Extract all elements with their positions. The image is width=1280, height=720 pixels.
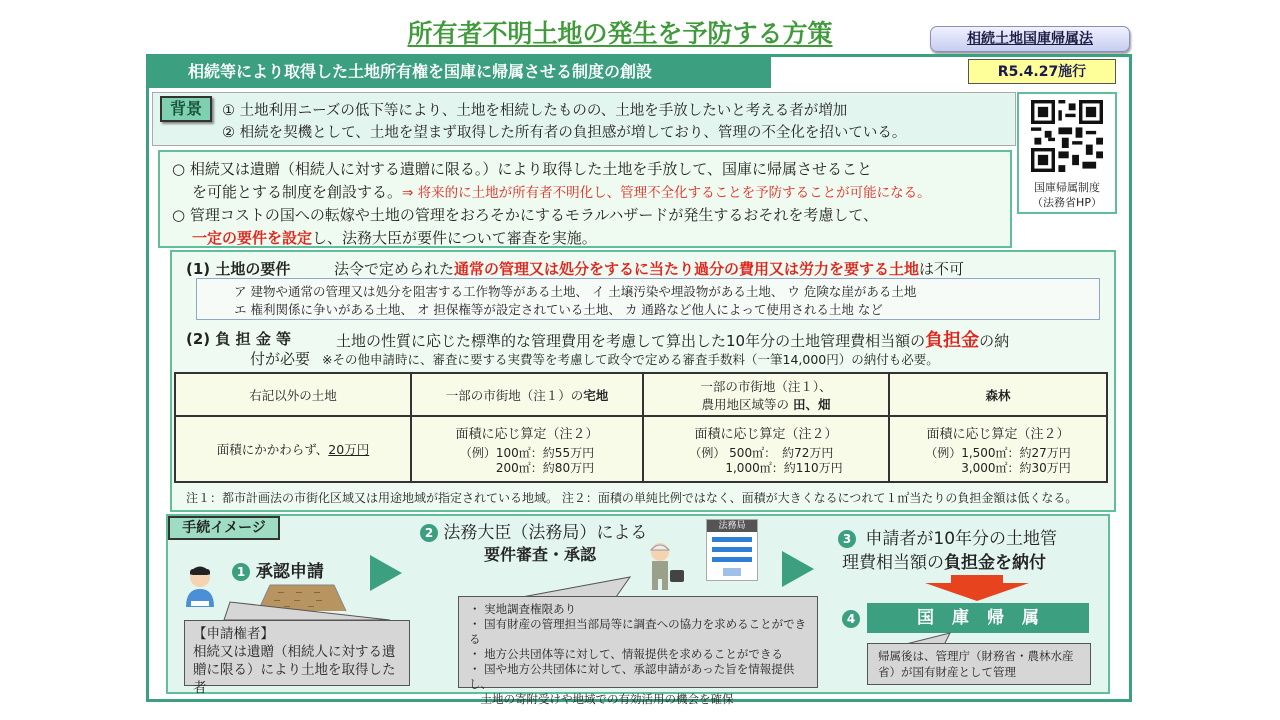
- land-req-prefix: 法令で定められた: [334, 260, 455, 278]
- step-1-label: 承認申請: [255, 562, 324, 582]
- flow-arrow-1-icon: [370, 555, 402, 591]
- review-point: ・ 地方公共団体等に対して、情報提供を求めることができる: [469, 647, 783, 661]
- state-ownership-bar: 国庫帰属: [867, 603, 1089, 633]
- step-1-number-icon: 1: [232, 563, 250, 581]
- applicant-line-2: 贈に限る）により土地を取得した者: [193, 662, 396, 696]
- header-text: 右記以外の土地: [249, 387, 337, 403]
- fee-table-row: [175, 416, 1107, 482]
- overview-line-2: [192, 181, 931, 202]
- background-tag: 背景: [160, 96, 212, 122]
- cell-example: 1,000㎡：約110万円: [689, 460, 843, 475]
- fee-line2-note: ※その他申請時に、審査に要する実費等を考慮して政令で定める審査手数料（一筆14,000円）の納付も必要。: [322, 352, 939, 367]
- header-text: 一部の市街地（注１）の: [445, 387, 584, 403]
- fee-table: [174, 372, 1108, 483]
- after-return-line-1: 帰属後は、管理庁（財務省・農林水産: [878, 649, 1074, 663]
- review-point: ・ 実地調査権限あり: [469, 602, 577, 616]
- step-3-line-1: 申請者が10年分の土地管: [865, 529, 1058, 549]
- step-3-line-2: [842, 548, 1046, 573]
- applicant-callout: [184, 620, 410, 696]
- qr-label-line-1: 国庫帰属制度: [1034, 181, 1100, 194]
- step-2-heading: [420, 518, 647, 543]
- background-line-1: ① 土地利用ニーズの低下等により、土地を相続したものの、土地を手放したいと考える者が増加: [222, 103, 848, 119]
- official-person-icon: [640, 540, 690, 592]
- header-text: 一部の市街地（注１）、: [700, 378, 832, 394]
- fee-heading: (2) 負 担 金 等: [186, 330, 292, 348]
- subtitle-bar: 相続等により取得した土地所有権を国庫に帰属させる制度の創設: [148, 56, 771, 88]
- review-point: 土地の寄附受けや地域での有効活用の機会を確保: [469, 692, 734, 706]
- fee-table-header: [175, 373, 411, 416]
- qr-label: [1020, 180, 1114, 210]
- overview-line-2-text: を可能とする制度を創設する。: [192, 183, 403, 201]
- cell-example: 3,000㎡：約30万円: [925, 460, 1071, 475]
- review-point: ・ 国有財産の管理担当部局等に調査への協力を求めることができる: [469, 617, 807, 646]
- applicant-person-icon: [183, 565, 217, 609]
- step-3-line-2-text: 理費相当額の: [842, 553, 944, 573]
- land-requirements-text: [334, 258, 964, 279]
- fee-text-suffix: の納: [979, 332, 1010, 350]
- step-2-line-1: 法務大臣（法務局）による: [443, 523, 648, 543]
- legal-affairs-bureau-building-icon: [706, 519, 758, 581]
- fee-table-cell: [411, 416, 643, 482]
- background-line-2: ② 相続を契機として、土地を望まず取得した所有者の負担感が増しており、管理の不全化を招いている。: [222, 125, 907, 141]
- overview-line-4-emphasis: 一定の要件を設定: [192, 229, 313, 247]
- overview-line-4-text: し、法務大臣が要件について審査を実施。: [312, 229, 597, 247]
- cell-text: 面積に応じ算定（注２）: [694, 426, 838, 442]
- fee-table-cell: [643, 416, 889, 482]
- step-4-number: [842, 608, 860, 628]
- review-points-callout: [458, 596, 818, 706]
- fee-table-cell: [175, 416, 411, 482]
- cell-example: （例）1,500㎡：約27万円: [925, 445, 1071, 460]
- step-3-number-icon: 3: [838, 530, 856, 548]
- fee-text-emphasis: 負担金: [925, 330, 980, 351]
- step-3-line-2-bold: 負担金を納付: [944, 553, 1046, 573]
- overview-line-1: ○ 相続又は遺贈（相続人に対する遺贈に限る。）により取得した土地を手放して、国庫に帰属させること: [172, 160, 873, 178]
- applicant-callout-pointer: [220, 600, 420, 622]
- fee-text-prefix: 土地の性質に応じた標準的な管理費用を考慮して算出した10年分の土地管理費相当額の: [336, 332, 926, 350]
- down-arrow-icon: [925, 575, 1029, 601]
- fee-line2-main: 付が必要: [250, 350, 311, 368]
- fee-table-header: [411, 373, 643, 416]
- land-req-emphasis: 通常の管理又は処分をするに当たり過分の費用又は労力を要する土地: [454, 260, 920, 278]
- header-bold: 田、畑: [792, 396, 831, 412]
- cell-example: （例）100㎡：約55万円: [459, 445, 595, 460]
- fee-table-header: [889, 373, 1107, 416]
- cell-example: 200㎡：約80万円: [459, 460, 595, 475]
- flow-arrow-2-icon: [782, 551, 814, 587]
- review-point: ・ 国や地方公共団体に対して、承認申請があった旨を情報提供し、: [469, 662, 795, 691]
- fee-table-header: [643, 373, 889, 416]
- overview-line-4: [192, 227, 597, 248]
- applicant-line-1: 相続又は遺贈（相続人に対する遺: [193, 644, 396, 660]
- step-2-line-2: 要件審査・承認: [484, 545, 597, 564]
- step-4-number-icon: 4: [842, 610, 860, 628]
- step-3-heading: [838, 524, 1057, 549]
- qr-label-line-2: （法務省HP）: [1032, 196, 1102, 209]
- fee-table-header-row: [175, 373, 1107, 416]
- land-example-line-2: エ 権利関係に争いがある土地、 オ 担保権等が設定されている土地、 カ 通路など他人によって使用される土地 など: [234, 302, 883, 317]
- header-bold: 宅地: [583, 387, 609, 403]
- page-title: 所有者不明土地の発生を予防する方策: [407, 19, 833, 48]
- applicant-title: 【申請権者】: [193, 626, 274, 642]
- after-return-callout: [867, 643, 1091, 685]
- cell-text: 面積にかかわらず、: [216, 442, 329, 457]
- qr-code-icon[interactable]: [1031, 100, 1103, 172]
- overview-line-3: ○ 管理コストの国への転嫁や土地の管理をおろそかにするモラルハザードが発生するおそれを考慮して、: [172, 206, 879, 224]
- after-return-line-2: 省）が国有財産として管理: [878, 665, 1016, 679]
- fee-text-line-2: [250, 348, 939, 369]
- land-req-suffix: は不可: [919, 260, 965, 278]
- step-2-number-icon: 2: [420, 524, 438, 542]
- fee-table-footnote: 注１：都市計画法の市街化区域又は用途地域が指定されている地域。 注２：面積の単純比例ではなく、面積が大きくなるにつれて１㎡当たりの負担金額は低くなる。: [186, 491, 1078, 505]
- law-name-badge[interactable]: 相続土地国庫帰属法: [930, 26, 1130, 52]
- overview-line-2-outcome: ⇒ 将来的に土地が所有者不明化し、管理不全化することを予防することが可能になる。: [402, 185, 931, 201]
- effective-date-badge: R5.4.27施行: [968, 59, 1116, 84]
- step-1-heading: [232, 557, 324, 582]
- cell-text: 面積に応じ算定（注２）: [455, 426, 599, 442]
- building-label: 法務局: [707, 520, 757, 532]
- cell-text: 面積に応じ算定（注２）: [926, 426, 1070, 442]
- header-bold: 森林: [985, 387, 1011, 403]
- cell-example: （例） 500㎡： 約72万円: [689, 445, 834, 460]
- header-text-2: 農用地区域等の: [701, 396, 789, 412]
- land-example-line-1: ア 建物や通常の管理又は処分を阻害する工作物等がある土地、 イ 土壌汚染や埋設物がある土地、 ウ 危険な崖がある土地: [234, 284, 917, 299]
- procedure-tag: 手続イメージ: [168, 516, 280, 540]
- cell-amount: 20万円: [328, 442, 370, 457]
- land-requirements-heading: (1) 土地の要件: [186, 260, 291, 278]
- fee-table-cell: [889, 416, 1107, 482]
